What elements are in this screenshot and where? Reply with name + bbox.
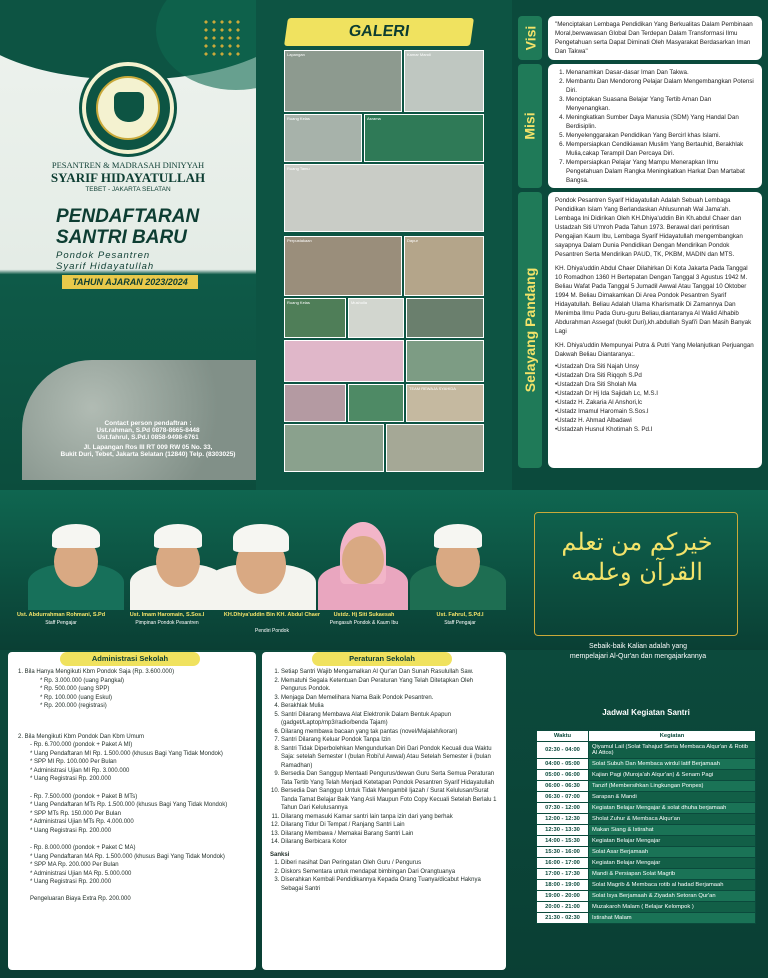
schedule-time: 14:00 - 15:30: [537, 836, 589, 847]
person-role: Pengasuh Pondok & Kaum Ibu: [329, 620, 399, 626]
col-kegiatan: Kegiatan: [589, 731, 756, 742]
schedule-row: [537, 891, 756, 902]
gallery-photo: [284, 384, 346, 422]
child-item: •Ustadzah Dra Siti Riqqoh S.Pd: [555, 371, 642, 379]
misi-tab: Misi: [518, 64, 542, 188]
gallery-photo: [406, 384, 484, 422]
child-name: Ustadz H. Zakaria Al Anshori,lc: [557, 398, 643, 406]
schedule-activity: Kegiatan Belajar Mengajar: [589, 836, 756, 847]
misi-item: 7. Mempersiapkan Pelajar Yang Mampu Menerapkan Ilmu Pengetahuan Dalam Rangka Meningkatkan Harkat Dan Martabat Bangsa.: [566, 159, 755, 186]
peraturan-title: Peraturan Sekolah: [312, 652, 452, 666]
sanksi-item: 2. Diskors Sementara untuk mendapat bimbingan Dari Orangtuanya: [281, 868, 498, 877]
person-photo: [206, 500, 316, 610]
quote-box: [534, 512, 738, 636]
schedule-time: 06:00 - 06:30: [537, 781, 589, 792]
gallery-photo: [386, 424, 484, 472]
schedule-activity: Solat Subuh Dan Membaca wirdul latif Berjamaah: [589, 759, 756, 770]
rule-item: 6. Dilarang membawa bacaan yang tak pantas (novel/Majalah/koran): [281, 728, 498, 737]
schedule-activity: Solat Isya Berjamaah & Ziyadah Setoran Qur'an: [589, 891, 756, 902]
sanksi-item: 3. Diserahkan Kembali Pendidikannya Kepada Orang Tuanya/dicabut Haknya Sebagai Santri: [281, 876, 498, 893]
schedule-time: 21:30 - 02:30: [537, 913, 589, 924]
schedule-activity: Solat Asar Berjamaah: [589, 847, 756, 858]
admin-card: [8, 652, 256, 970]
schedule-activity: Kegiatan Belajar Mengajar & solat dhuha berjamaah: [589, 803, 756, 814]
schedule-time: 02:30 - 04:00: [537, 742, 589, 759]
sanksi-title: Sanksi: [270, 851, 290, 858]
spacer: [18, 784, 246, 793]
tahun-ajaran-badge: TAHUN AJARAN 2023/2024: [62, 275, 198, 289]
person-photo: [318, 500, 408, 610]
schedule-time: 04:00 - 05:00: [537, 759, 589, 770]
misi-list: [555, 69, 755, 186]
spacer: [18, 711, 246, 733]
col-waktu: Waktu: [537, 731, 589, 742]
misi-item: 4. Meningkatkan Sumber Daya Manusia (SDM) Yang Handal Dan Berdisiplin.: [566, 114, 755, 132]
misi-box: [548, 64, 762, 188]
school-logo: [82, 62, 174, 154]
rule-item: 9. Bersedia Dan Sanggup Mentaati Pengurus/dewan Guru Serta Semua Peraturan Tata Tertib Yang Telah Menjadi Ketetapan Pondok Pesantren Syarif Hidayatullah: [281, 770, 498, 787]
schedule-time: 05:00 - 06:00: [537, 770, 589, 781]
quote-arabic-1: خيركم من تعلم: [561, 528, 713, 556]
schedule-activity: Muzakaroh Malam ( Belajar Kelompok ): [589, 902, 756, 913]
schedule-row: [537, 858, 756, 869]
school-name: SYARIF HIDAYATULLAH: [50, 170, 206, 185]
children-list: [555, 363, 755, 435]
rule-item: 1. Setiap Santri Wajib Mengamalkan Al Qur'an Dan Sunah Rasulullah Saw.: [281, 668, 498, 677]
cover-panel: [0, 0, 256, 490]
sanksi-list: [270, 859, 498, 893]
gallery-photo: [406, 298, 484, 338]
schedule-row: [537, 814, 756, 825]
child-name: Ustadzah Dra Siti Riqqoh S.Pd: [557, 371, 642, 379]
gallery-photo-label: Musholla: [351, 300, 368, 305]
child-name: Ustadz H. Ahmad Albadawi: [557, 416, 632, 424]
profile-panel: [512, 0, 768, 490]
admin-title: Administrasi Sekolah: [60, 652, 200, 666]
gallery-photo-label: Asrama: [367, 116, 381, 121]
schedule-activity: Tanzif (Membersihkan Lingkungan Ponpes): [589, 781, 756, 792]
selayang-box: [548, 192, 762, 468]
admin-item: - Rp. 6.700.000 (pondok + Paket A MI): [30, 742, 133, 749]
misi-item: 6. Mempersiapkan Cendikiawan Muslim Yang Bertauhid, Berakhlak Mulia,cakap Terampil Dan Percaya Diri.: [566, 141, 755, 159]
schedule-row: [537, 803, 756, 814]
selayang-p2: KH. Dhiya'uddin Abdul Chaer Dilahirkan Di Kota Jakarta Pada Tanggal 10 Romadhon 1360 H Bertepatan Dengan Tanggal 3 Agustus 1942 M. Beliau Wafat Pada Tanggal 5 Jumadil Awwal Atau Tanggal 10 Oktober 1994 M. Beliau Dimakamkan Di Area Pondok Pesantren Syarif Hidayatullah. Beliau Adalah Ulama Kharismatik Di Zamannya Dan Menimba Ilmu Pada Guru-guru Beliau,diantaranya Al Walid Alhabib Abdurahman Assegaf (bukit Duri),kh.abdullah Syafi'i Dan Masih Banyak Lagi: [555, 264, 752, 335]
selayang-tab: Selayang Pandang: [518, 192, 542, 468]
admin-item: * Rp. 200.000 (registrasi): [40, 703, 107, 710]
rule-item: 14. Dilarang Berbicara Kotor: [281, 838, 498, 847]
schedule-time: 15:30 - 16:00: [537, 847, 589, 858]
galeri-title: GALERI: [284, 18, 474, 46]
child-name: Ustadzah Dra Siti Najah Unsy: [557, 362, 640, 370]
admin-item: - Rp. 8.000.000 (pondok + Paket C MA): [30, 845, 136, 852]
person-cap: [154, 524, 203, 548]
gallery-photo: [364, 114, 484, 162]
contact-2: Ust.fahrul, S.Pd.I 0858-9498-6761: [97, 434, 199, 441]
admin-item: * Administrasi Ujian MA Rp. 5.000.000: [30, 870, 132, 877]
person-name: Ust. Abdurrahman Rohmani, S.Pd: [16, 612, 106, 618]
gallery-photo-label: TEAM REWAJA SYAHIDA: [409, 386, 456, 391]
person-face: [342, 536, 383, 584]
child-name: Ustadz Imamul Haromain S.Sos.I: [557, 407, 649, 415]
admin-section-1-head: 1. Bila Hanya Mengikuti Kbm Pondok Saja (Rp. 3.600.000): [18, 669, 175, 675]
admin-item: * Uang Pendaftaran MTs Rp. 1.500.000 (khusus Bagi Yang Tidak Mondok): [30, 802, 228, 809]
schedule-row: [537, 913, 756, 924]
gallery-photo: [404, 236, 484, 296]
schedule-time: 20:00 - 21:00: [537, 902, 589, 913]
child-item: •Ustadz H. Ahmad Albadawi: [555, 416, 632, 424]
gallery-photo-label: Ruang Tamu: [287, 166, 310, 171]
child-name: Ustadzah Dra Siti Sholah Ma: [557, 380, 637, 388]
title-santri-baru: SANTRI BARU: [56, 227, 187, 248]
gallery-photo: [284, 50, 402, 112]
schedule-time: 19:00 - 20:00: [537, 891, 589, 902]
schedule-activity: Sarapan & Mandi: [589, 792, 756, 803]
selayang-p3: KH. Dhiya'uddin Mempunyai Putra & Putri Yang Melanjutkan Perjuangan Dakwah Beliau Diantaranya:.: [555, 341, 754, 358]
rule-item: 5. Santri Dilarang Membawa Alat Elektronik Dalam Bentuk Apapun (gadget/Laptop/mp3/radio/benda Tajam): [281, 711, 498, 728]
child-item: •Ustadzah Dra Siti Najah Unsy: [555, 362, 640, 370]
child-item: •Ustadz H. Zakaria Al Anshori,lc: [555, 398, 643, 406]
gallery-photo: [348, 298, 404, 338]
title-pendaftaran: PENDAFTARAN: [56, 206, 200, 227]
child-item: •Ustadzah Husnul Khotimah S. Pd.I: [555, 425, 653, 433]
admin-section-2-head: 2. Bila Mengikuti Kbm Pondok Dan Kbm Umum: [18, 733, 145, 740]
child-name: Ustadzah Dr Hj Ida Sajidah Lc, M.S.I: [557, 389, 658, 397]
rule-item: 8. Santri Tidak Diperbolehkan Mengundurkan Diri Dari Pondok Kecuali dua Waktu Saja: setelah Semester I (bulan Robi'ul Awwal) Atau Setelah Semester ii (bulan Ramadhan): [281, 745, 498, 771]
selayang-p1: Pondok Pesantren Syarif Hidayatullah Adalah Sebuah Lembaga Pendidikan Islam Yang Berlandaskan Ahlusunnah Wal Jama'ah. Lembaga Ini Didirikan Oleh KH.Dhiya'uddin Bin Kh.abdul Chaer dan Ustadzah Siti U'mroh Pada Tahun 1973. Berawal dari perintisan Pengajian Kaum Ibu, Lembaga Syarif Hidayatullah mengembangkan sayapnya Dalam Dunia Pendidikan Dengan Mendirikan Pondok Pesantren Serta Mendirikan PAUD, TK, PKBM, MADIN dan MTS.: [555, 197, 743, 258]
admin-item: * Uang Pendaftaran MI Rp. 1.500.000 (khusus Bagi Yang Tidak Mondok): [30, 750, 223, 757]
schedule-activity: Qiyamul Lail (Solat Tahajud Serta Membaca Alqur'an & Rotib Al Attos): [589, 742, 756, 759]
address-1: Jl. Lapangan Ros III RT 009 RW 05 No. 33,: [83, 444, 213, 451]
person-cap: [52, 524, 101, 548]
rules-list: [270, 668, 498, 847]
person-photo: [410, 500, 506, 610]
people-band: [0, 490, 768, 650]
rule-item: 4. Berakhlak Mulia: [281, 702, 498, 711]
school-location: TEBET - JAKARTA SELATAN: [85, 186, 171, 193]
person-name: Ustdz. Hj Siti Sukaesah: [333, 612, 395, 618]
schedule-row: [537, 759, 756, 770]
schedule-activity: Sholat Zuhur & Membaca Alqur'an: [589, 814, 756, 825]
schedule-row: [537, 847, 756, 858]
schedule-activity: Mandi & Persiapan Solat Magrib: [589, 869, 756, 880]
admin-item: * SPP MI Rp. 100.000 Per Bulan: [30, 759, 117, 766]
admin-item: * Uang Pendaftaran MA Rp. 1.500.000 (khusus Bagi Yang Tidak Mondok): [30, 853, 225, 860]
jadwal-table: [536, 730, 756, 924]
schedule-time: 12:00 - 12:30: [537, 814, 589, 825]
contact-block: [40, 420, 256, 458]
gallery-photo-label: Ruang Kelas: [287, 116, 310, 121]
schedule-row: [537, 825, 756, 836]
schedule-activity: Solat Magrib & Membaca rotib al hadad Berjamaah: [589, 880, 756, 891]
schedule-row: [537, 880, 756, 891]
rule-item: 10. Bersedia Dan Sanggup Untuk Tidak Mengambil Ijazah / Surat Kelulusan/Surat Tanda Tamat Belajar Baik Yang Asli Maupun Foto Copy Kecuali Setelah Berlalu 1 Tahun Dari Kelulusannya: [281, 787, 498, 813]
quote-arabic: [545, 527, 729, 587]
schedule-time: 17:00 - 17:30: [537, 869, 589, 880]
admin-item: * Uang Registrasi Rp. 200.000: [30, 879, 112, 886]
quote-line-2: mempelajari Al-Qur'an dan mengajarkannya: [569, 652, 707, 660]
gallery-photo: [284, 164, 484, 232]
admin-item: * Rp. 100.000 (uang Eskul): [40, 694, 113, 701]
gallery-photo: [284, 424, 384, 472]
child-item: •Ustadzah Dra Siti Sholah Ma: [555, 380, 637, 388]
visi-tab: Visi: [518, 16, 542, 60]
schedule-time: 18:00 - 19:00: [537, 880, 589, 891]
gallery-photo: [284, 236, 402, 296]
rule-item: 2. Mematuhi Segala Ketentuan Dan Peraturan Yang Telah Ditetapkan Oleh Pengurus Pondok.: [281, 677, 498, 694]
misi-item: 5. Menyelenggarakan Pendidikan Yang Bercirl khas Islami.: [566, 132, 755, 141]
schedule-row: [537, 836, 756, 847]
quote-line-1: Sebaik-baik Kalian adalah yang: [588, 643, 688, 650]
admin-item: * SPP MA Rp. 200.000 Per Bulan: [30, 862, 119, 869]
admin-item: * Administrasi Ujian MTs Rp. 4.000.000: [30, 819, 134, 826]
visi-box: [548, 16, 762, 60]
schedule-row: [537, 902, 756, 913]
child-item: •Ustadzah Dr Hj Ida Sajidah Lc, M.S.I: [555, 389, 658, 397]
admin-item: * Administrasi Ujian MI Rp. 3.000.000: [30, 767, 130, 774]
school-line1: PESANTREN & MADRASAH DINIYYAH: [51, 160, 205, 170]
person-cap: [233, 524, 289, 552]
gallery-photo-label: Dapur: [407, 238, 418, 243]
schedule-row: [537, 742, 756, 759]
gallery-photo: [404, 50, 484, 112]
gallery-photo: [284, 340, 404, 382]
person-cap: [434, 524, 483, 548]
visi-text: "Menciptakan Lembaga Pendidikan Yang Berkualitas Dalam Pembinaan Moral,berwawasan Global Dan Terdepan Dalam Transformasi Ilmu Pengetahuan serta Dapat Diminati Oleh Masyarakat Berdasarkan Iman Dan Takwa": [555, 21, 753, 55]
peraturan-card: [262, 652, 506, 970]
rule-item: 11. Dilarang memasuki Kamar santri lain tanpa izin dari yang berhak: [281, 813, 498, 822]
schedule-row: [537, 770, 756, 781]
gallery-photo: [284, 298, 346, 338]
schedule-row: [537, 781, 756, 792]
schedule-row: [537, 792, 756, 803]
misi-item: 1. Menanamkan Dasar-dasar Iman Dan Takwa.: [566, 69, 755, 78]
subtitle-pondok: Pondok Pesantren: [56, 250, 151, 261]
admin-item: * Uang Registrasi Rp. 200.000: [30, 776, 112, 783]
quote-arabic-2: القرآن وعلمه: [571, 558, 703, 586]
gallery-photo: [284, 114, 362, 162]
schedule-time: 06:30 - 07:00: [537, 792, 589, 803]
address-2: Bukit Duri, Tebet, Jakarta Selatan (12840) Telp. (8303025): [60, 451, 236, 458]
misi-item: 3. Menciptakan Suasana Belajar Yang Tertib Aman Dan Menyenangkan.: [566, 96, 755, 114]
gallery-photo-label: Kamar Mandi: [407, 52, 431, 57]
spacer: [18, 835, 246, 844]
schedule-row: [537, 869, 756, 880]
person-role: Staff Pengajar: [45, 620, 77, 626]
person-name: Ust. Fahrul, S.Pd.I: [436, 612, 484, 618]
schedule-time: 12:30 - 13:30: [537, 825, 589, 836]
misi-item: 2. Membantu Dan Mendorong Pelajar Dalam Mengembangkan Potensi Diri.: [566, 78, 755, 96]
person-name: Ust. Imam Haromain, S.Sos.I: [129, 612, 205, 618]
admin-item: * Uang Registrasi Rp. 200.000: [30, 827, 112, 834]
contact-1: Ust.rahman, S.Pd 0878-8665-8448: [96, 427, 200, 434]
schedule-activity: Makan Siang & Istirahat: [589, 825, 756, 836]
person-role: Pimpinan Pondok Pesantren: [135, 620, 199, 626]
child-item: •Ustadz Imamul Haromain S.Sos.I: [555, 407, 649, 415]
schedule-activity: Kajian Pagi (Muroja'ah Alqur'an) & Senam Pagi: [589, 770, 756, 781]
person-role: Staff Pengajar: [444, 620, 476, 626]
admin-item: * Rp. 3.000.000 (uang Pangkal): [40, 677, 125, 684]
admin-item: * SPP MTs Rp. 150.000 Per Bulan: [30, 810, 121, 817]
admin-item: * Rp. 500.000 (uang SPP): [40, 686, 110, 693]
person-photo: [28, 500, 124, 610]
subtitle-name: Syarif Hidayatullah: [56, 261, 155, 272]
rule-item: 13. Dilarang Membawa / Memakai Barang Santri Lain: [281, 830, 498, 839]
admin-item: - Rp. 7.500.000 (pondok + Paket B MTs): [30, 793, 138, 800]
rule-item: 7. Santri Dilarang Keluar Pondok Tanpa Izin: [281, 736, 498, 745]
rule-item: 3. Menjaga Dan Memelihara Nama Baik Pondok Pesantren.: [281, 694, 498, 703]
galeri-panel: [256, 0, 512, 490]
gallery-photo: [406, 340, 484, 382]
person-role: Pendiri Pondok: [255, 628, 289, 634]
jadwal-title: Jadwal Kegiatan Santri: [602, 708, 690, 717]
person-name: KH.Dhiya'uddin Bin KH. Abdul Chaer: [223, 612, 321, 618]
admin-extra: Pengeluaran Biaya Extra Rp. 200.000: [30, 895, 131, 902]
schedule-activity: Kegiatan Belajar Mengajar: [589, 858, 756, 869]
schedule-activity: Istirahat Malam: [589, 913, 756, 924]
gallery-photo-label: Perpustakaan: [287, 238, 312, 243]
decor-dots: [202, 18, 242, 58]
schedule-time: 07:30 - 12:00: [537, 803, 589, 814]
admin-body: [18, 668, 246, 903]
gallery-photo-label: Ruang Kelas: [287, 300, 310, 305]
quote-translation: [540, 642, 736, 662]
rule-item: 12. Dilarang Tidur Di Tempat / Ranjang Santri Lain: [281, 821, 498, 830]
contact-heading: Contact person pendaftran :: [104, 420, 192, 427]
sanksi-item: 1. Diberi nasihat Dan Peringatan Oleh Guru / Pengurus: [281, 859, 498, 868]
schedule-time: 16:00 - 17:00: [537, 858, 589, 869]
child-name: Ustadzah Husnul Khotimah S. Pd.I: [557, 425, 653, 433]
gallery-photo: [348, 384, 404, 422]
gallery-photo-label: Lapangan: [287, 52, 305, 57]
